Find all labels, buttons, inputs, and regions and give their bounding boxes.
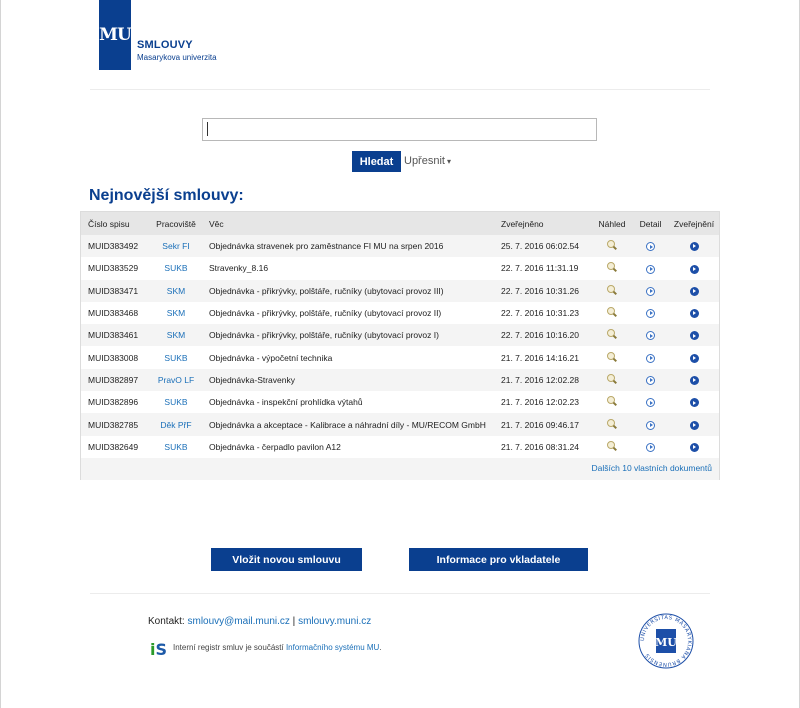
cell-published: 21. 7. 2016 12:02.23: [501, 397, 579, 408]
publication-arrow-icon[interactable]: [690, 331, 699, 340]
cell-file-number: MUID383008: [88, 352, 139, 363]
footer-note-suffix: .: [379, 643, 382, 652]
contact-label: Kontakt:: [148, 616, 185, 627]
cell-department-link[interactable]: SUKB: [164, 441, 188, 452]
preview-magnifier-icon[interactable]: [607, 307, 617, 317]
cell-department-link[interactable]: SUKB: [164, 352, 188, 363]
cell-subject: Objednávka-Stravenky: [209, 374, 295, 385]
column-header-publication: Zveřejnění: [673, 218, 715, 229]
cell-department-link[interactable]: Děk PřF: [160, 419, 192, 430]
detail-arrow-icon[interactable]: [646, 287, 655, 296]
seal-letters: MU: [655, 636, 677, 649]
column-header-id: Číslo spisu: [88, 218, 130, 229]
detail-arrow-icon[interactable]: [646, 398, 655, 407]
table-row: [81, 436, 719, 458]
university-seal-icon: [637, 612, 695, 670]
preview-magnifier-icon[interactable]: [607, 285, 617, 295]
publication-arrow-icon[interactable]: [690, 242, 699, 251]
table-row: [81, 346, 719, 368]
table-row: [81, 369, 719, 391]
cell-subject: Objednávka stravenek pro zaměstnance FI MU na srpen 2016: [209, 241, 444, 252]
add-contract-button[interactable]: Vložit novou smlouvu: [211, 548, 362, 571]
is-logo-i: i: [150, 640, 156, 659]
table-row: [81, 302, 719, 324]
cell-file-number: MUID383461: [88, 330, 139, 341]
header-divider: [90, 89, 710, 90]
preview-magnifier-icon[interactable]: [607, 441, 617, 451]
detail-arrow-icon[interactable]: [646, 265, 655, 274]
cell-subject: Objednávka - přikrývky, polštáře, ručníky (ubytovací provoz III): [209, 285, 444, 296]
cell-published: 25. 7. 2016 06:02.54: [501, 241, 579, 252]
publication-arrow-icon[interactable]: [690, 376, 699, 385]
table-row: [81, 257, 719, 279]
cell-file-number: MUID382897: [88, 374, 139, 385]
cell-department-link[interactable]: SKM: [166, 285, 186, 296]
is-logo-s: S: [155, 640, 168, 659]
publication-arrow-icon[interactable]: [690, 265, 699, 274]
publication-arrow-icon[interactable]: [690, 443, 699, 452]
column-header-published: Zveřejněno: [501, 218, 544, 229]
preview-magnifier-icon[interactable]: [607, 262, 617, 272]
preview-magnifier-icon[interactable]: [607, 396, 617, 406]
cell-subject: Objednávka - přikrývky, polštáře, ručníky (ubytovací provoz I): [209, 330, 439, 341]
cell-subject: Objednávka - přikrývky, polštáře, ručníky (ubytovací provoz II): [209, 308, 442, 319]
publication-arrow-icon[interactable]: [690, 398, 699, 407]
contact-site-link[interactable]: smlouvy.muni.cz: [298, 616, 372, 627]
detail-arrow-icon[interactable]: [646, 376, 655, 385]
cell-subject: Objednávka - výpočetní technika: [209, 352, 333, 363]
detail-arrow-icon[interactable]: [646, 443, 655, 452]
table-row: [81, 235, 719, 257]
contact-email-link[interactable]: smlouvy@mail.muni.cz: [187, 616, 290, 627]
table-row: [81, 280, 719, 302]
brand-title[interactable]: SMLOUVY: [137, 39, 193, 51]
cell-published: 21. 7. 2016 12:02.28: [501, 374, 579, 385]
logo-text: MU: [99, 25, 131, 45]
preview-magnifier-icon[interactable]: [607, 352, 617, 362]
contact-separator: |: [292, 616, 296, 627]
publication-arrow-icon[interactable]: [690, 354, 699, 363]
search-input[interactable]: [202, 118, 597, 141]
publication-arrow-icon[interactable]: [690, 309, 699, 318]
contact-line: [148, 616, 371, 627]
cell-file-number: MUID383492: [88, 241, 139, 252]
cell-file-number: MUID382649: [88, 441, 139, 452]
preview-magnifier-icon[interactable]: [607, 329, 617, 339]
cell-department-link[interactable]: SKM: [166, 330, 186, 341]
chevron-down-icon: ▾: [446, 157, 451, 166]
cell-published: 22. 7. 2016 10:16.20: [501, 330, 579, 341]
cell-department-link[interactable]: SUKB: [164, 397, 188, 408]
table-row: [81, 391, 719, 413]
column-header-dept: Pracoviště: [156, 218, 196, 229]
table-row: [81, 324, 719, 346]
cell-department-link[interactable]: PravO LF: [157, 374, 195, 385]
column-header-subject: Věc: [209, 218, 224, 229]
column-header-preview: Náhled: [598, 218, 626, 229]
cell-file-number: MUID383471: [88, 285, 139, 296]
cell-published: 22. 7. 2016 11:31.19: [501, 263, 579, 274]
publication-arrow-icon[interactable]: [690, 421, 699, 430]
text-caret: [207, 122, 208, 136]
mu-logo[interactable]: [99, 0, 131, 70]
publication-arrow-icon[interactable]: [690, 287, 699, 296]
detail-arrow-icon[interactable]: [646, 309, 655, 318]
cell-file-number: MUID382785: [88, 419, 139, 430]
contracts-table: [80, 211, 720, 480]
section-title: Nejnovější smlouvy:: [89, 187, 244, 204]
footer-note: [173, 643, 382, 652]
preview-magnifier-icon[interactable]: [607, 374, 617, 384]
cell-file-number: MUID382896: [88, 397, 139, 408]
detail-arrow-icon[interactable]: [646, 354, 655, 363]
more-documents-link[interactable]: Dalších 10 vlastních dokumentů: [591, 463, 712, 473]
detail-arrow-icon[interactable]: [646, 242, 655, 251]
cell-subject: Objednávka - čerpadlo pavilon A12: [209, 441, 341, 452]
is-logo-icon[interactable]: [150, 640, 167, 659]
cell-published: 21. 7. 2016 14:16.21: [501, 352, 579, 363]
cell-subject: Objednávka a akceptace - Kalibrace a náhradní díly - MU/RECOM GmbH: [209, 419, 486, 430]
cell-published: 22. 7. 2016 10:31.23: [501, 308, 579, 319]
brand-subtitle: Masarykova univerzita: [137, 53, 217, 62]
footer-divider: [90, 593, 710, 594]
detail-arrow-icon[interactable]: [646, 331, 655, 340]
cell-published: 22. 7. 2016 10:31.26: [501, 285, 579, 296]
cell-department-link[interactable]: Sekr FI: [162, 241, 190, 252]
cell-file-number: MUID383529: [88, 263, 139, 274]
cell-subject: Stravenky_8.16: [209, 263, 269, 274]
seal-ring-text: UNIVERSITAS MASARYKIANA BRUNENSIS: [639, 614, 693, 668]
cell-published: 21. 7. 2016 09:46.17: [501, 419, 579, 430]
detail-arrow-icon[interactable]: [646, 421, 655, 430]
is-mu-link[interactable]: Informačního systému MU: [285, 643, 380, 652]
refine-toggle[interactable]: [404, 155, 451, 167]
search-button[interactable]: Hledat: [352, 151, 401, 172]
cell-published: 21. 7. 2016 08:31.24: [501, 441, 579, 452]
cell-department-link[interactable]: SUKB: [164, 263, 188, 274]
table-row: [81, 413, 719, 435]
footer-note-text: Interní registr smluv je součástí: [173, 643, 284, 652]
refine-label: Upřesnit: [404, 155, 445, 167]
cell-file-number: MUID383468: [88, 308, 139, 319]
cell-subject: Objednávka - inspekční prohlídka výtahů: [209, 397, 363, 408]
column-header-detail: Detail: [639, 218, 662, 229]
preview-magnifier-icon[interactable]: [607, 419, 617, 429]
info-for-submitters-button[interactable]: Informace pro vkladatele: [409, 548, 588, 571]
preview-magnifier-icon[interactable]: [607, 240, 617, 250]
table-header-row: [81, 212, 719, 235]
cell-department-link[interactable]: SKM: [166, 308, 186, 319]
